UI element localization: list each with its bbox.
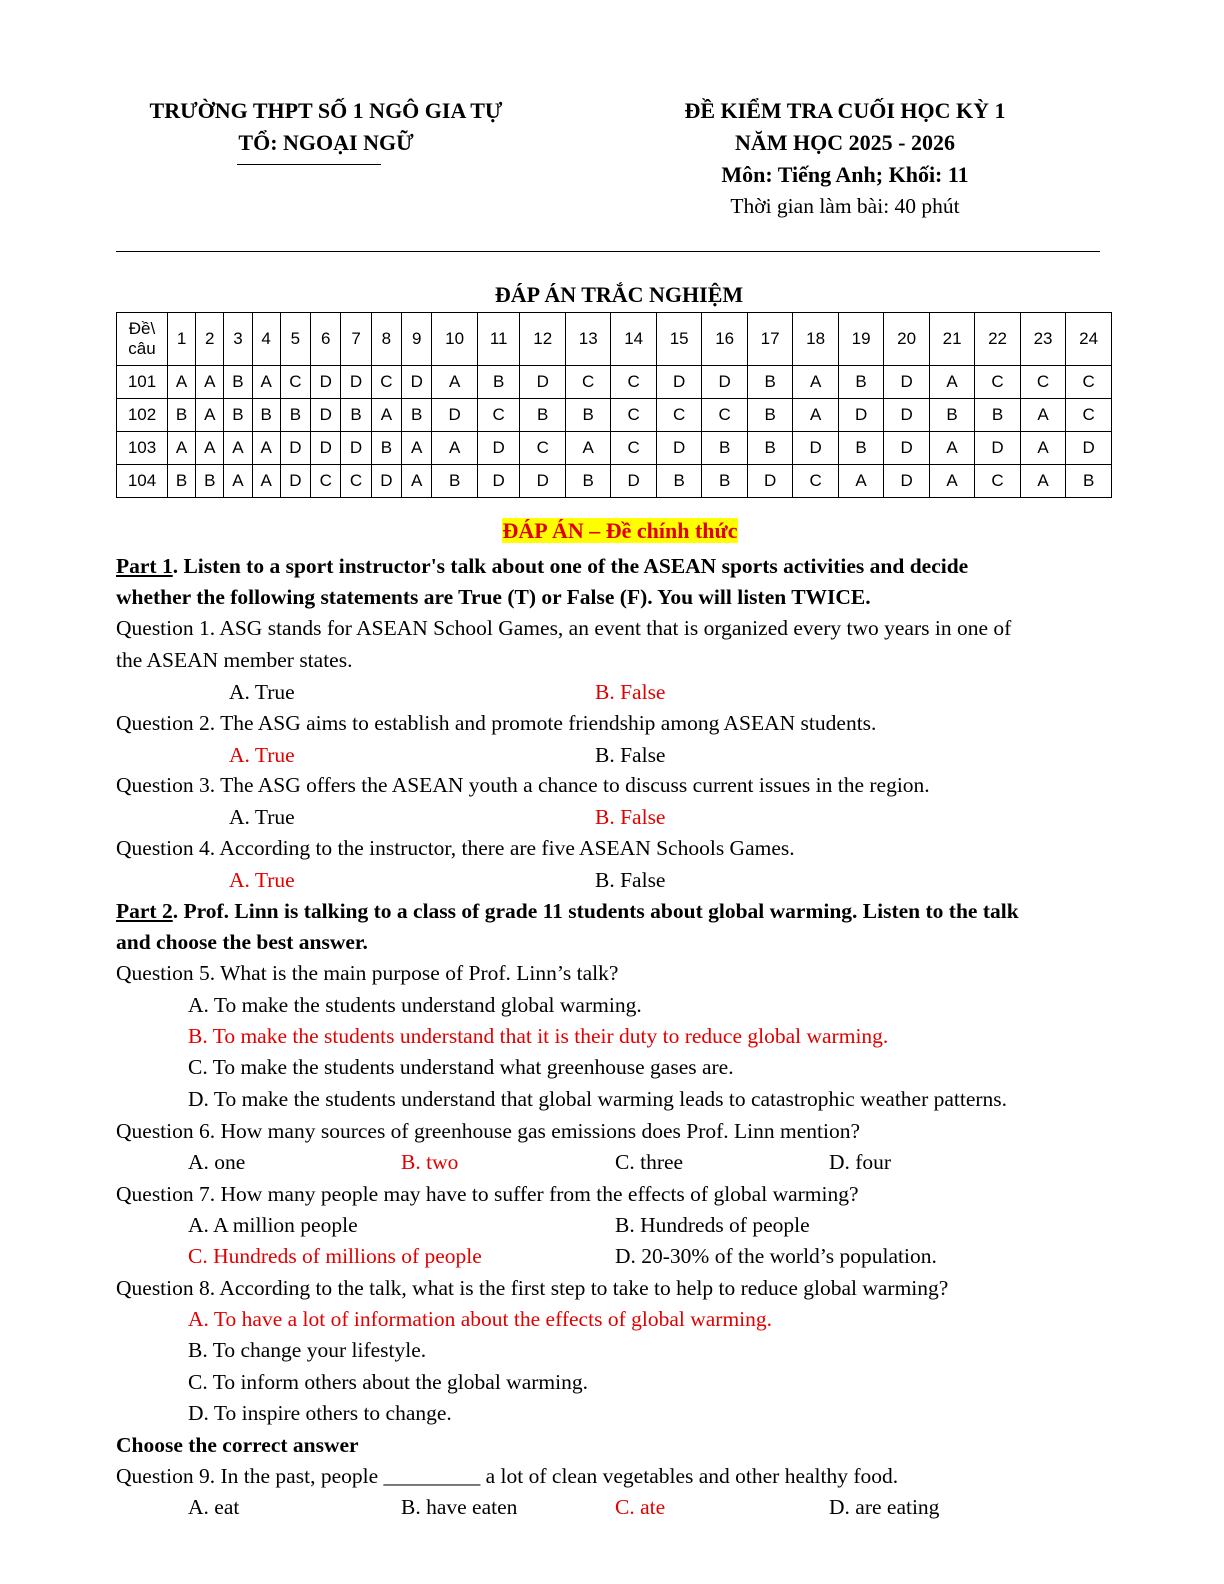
answer-cell: B (1066, 465, 1112, 498)
department-underline (237, 164, 381, 165)
answer-cell: D (280, 465, 310, 498)
answer-cell: C (311, 465, 341, 498)
answer-cell: D (520, 465, 565, 498)
answer-cell: D (747, 465, 792, 498)
school-name: TRƯỜNG THPT SỐ 1 NGÔ GIA TỰ (149, 98, 503, 123)
answer-cell: B (196, 465, 224, 498)
answer-key-row (117, 432, 1112, 465)
answer-cell: B (565, 399, 610, 432)
answer-cell: A (371, 399, 401, 432)
answer-cell: A (252, 465, 280, 498)
answer-cell: A (196, 432, 224, 465)
q3-option-b: B. False (595, 805, 666, 829)
answer-cell: A (196, 399, 224, 432)
answer-key-table (116, 312, 1112, 498)
answer-cell: C (793, 465, 838, 498)
answer-cell: D (656, 432, 701, 465)
question-number-header: 7 (341, 313, 371, 366)
answer-cell: B (280, 399, 310, 432)
q9-text-before: Question 9. In the past, people (116, 1464, 384, 1488)
answer-key-row (117, 465, 1112, 498)
answer-cell: C (520, 432, 565, 465)
answer-cell: D (838, 399, 883, 432)
answer-cell: C (280, 366, 310, 399)
choose-correct-heading: Choose the correct answer (116, 1433, 359, 1457)
q4-option-a: A. True (229, 868, 295, 892)
answer-cell: B (168, 465, 196, 498)
answer-cell: A (565, 432, 610, 465)
answer-cell: A (168, 366, 196, 399)
answer-cell: D (477, 432, 520, 465)
question-number-header: 21 (929, 313, 974, 366)
question-number-header: 12 (520, 313, 565, 366)
question-number-header: 10 (432, 313, 477, 366)
q6-option-a: A. one (188, 1150, 246, 1174)
exam-code-cell: 101 (117, 366, 168, 399)
q7-option-d: D. 20-30% of the world’s population. (615, 1244, 937, 1268)
q1-option-a: A. True (229, 680, 295, 704)
part2-intro-2: and choose the best answer. (116, 930, 368, 954)
exam-code-cell: 104 (117, 465, 168, 498)
answer-cell: B (371, 432, 401, 465)
answer-cell: D (884, 465, 929, 498)
q2-option-b: B. False (595, 743, 666, 767)
q5-option-d: D. To make the students understand that global warming leads to catastrophic weather patterns. (188, 1087, 1008, 1111)
part2-intro-text: . Prof. Linn is talking to a class of grade 11 students about global warming. Listen to the talk (172, 899, 1019, 923)
question-number-header: 13 (565, 313, 610, 366)
q6-option-d: D. four (829, 1150, 892, 1174)
question-number-header: 15 (656, 313, 701, 366)
answer-cell: B (252, 399, 280, 432)
question-number-header: 16 (702, 313, 747, 366)
answer-cell: D (341, 432, 371, 465)
question-number-header: 8 (371, 313, 401, 366)
answer-cell: A (793, 366, 838, 399)
question-1-cont: the ASEAN member states. (116, 648, 353, 672)
answer-cell: A (402, 432, 432, 465)
answer-cell: B (929, 399, 974, 432)
time-line: Thời gian làm bài: 40 phút (730, 194, 960, 218)
question-3: Question 3. The ASG offers the ASEAN youth a chance to discuss current issues in the region. (116, 773, 930, 797)
answer-cell: D (656, 366, 701, 399)
part2-intro (116, 896, 1019, 927)
answer-cell: C (341, 465, 371, 498)
exam-code-cell: 103 (117, 432, 168, 465)
q3-option-a: A. True (229, 805, 295, 829)
question-number-header: 19 (838, 313, 883, 366)
answer-cell: D (793, 432, 838, 465)
q6-option-c: C. three (615, 1150, 684, 1174)
answer-cell: B (168, 399, 196, 432)
official-answer-title (0, 518, 1224, 544)
answer-cell: B (224, 399, 252, 432)
question-number-header: 4 (252, 313, 280, 366)
answer-cell: B (702, 465, 747, 498)
question-number-header: 6 (311, 313, 341, 366)
answer-cell: C (702, 399, 747, 432)
answer-cell: A (432, 366, 477, 399)
subject-line: Môn: Tiếng Anh; Khối: 11 (721, 162, 969, 187)
answer-cell: D (884, 366, 929, 399)
answer-cell: A (793, 399, 838, 432)
question-number-header: 2 (196, 313, 224, 366)
part1-intro-text: . Listen to a sport instructor's talk about one of the ASEAN sports activities and decide (172, 554, 969, 578)
department-name: TỔ: NGOẠI NGỮ (238, 130, 414, 155)
answer-cell: B (747, 399, 792, 432)
answer-cell: C (611, 366, 656, 399)
answer-cell: A (224, 465, 252, 498)
answer-cell: D (477, 465, 520, 498)
question-number-header: 14 (611, 313, 656, 366)
answer-cell: A (1020, 399, 1065, 432)
answer-cell: A (252, 366, 280, 399)
answer-cell: D (341, 366, 371, 399)
question-number-header: 5 (280, 313, 310, 366)
answer-cell: C (477, 399, 520, 432)
answer-cell: C (611, 432, 656, 465)
question-5: Question 5. What is the main purpose of Prof. Linn’s talk? (116, 961, 619, 985)
answer-cell: A (929, 366, 974, 399)
answer-cell: B (747, 432, 792, 465)
answer-key-title: ĐÁP ÁN TRẮC NGHIỆM (494, 282, 744, 307)
answer-cell: D (884, 432, 929, 465)
answer-cell: D (311, 432, 341, 465)
q7-option-c: C. Hundreds of millions of people (188, 1244, 482, 1268)
corner-label-cau: câu (128, 339, 156, 358)
answer-key-row (117, 399, 1112, 432)
answer-cell: D (311, 399, 341, 432)
answer-cell: C (1066, 366, 1112, 399)
part1-label: Part 1 (116, 554, 173, 578)
answer-cell: A (1020, 465, 1065, 498)
answer-cell: A (168, 432, 196, 465)
q9-option-c: C. ate (615, 1495, 666, 1519)
answer-cell: B (656, 465, 701, 498)
answer-cell: C (975, 465, 1020, 498)
question-number-header: 3 (224, 313, 252, 366)
question-9 (116, 1461, 898, 1492)
part1-intro (116, 551, 968, 582)
answer-cell: B (341, 399, 371, 432)
answer-cell: B (520, 399, 565, 432)
question-number-header: 22 (975, 313, 1020, 366)
answer-cell: B (747, 366, 792, 399)
answer-cell: A (252, 432, 280, 465)
answer-cell: A (929, 432, 974, 465)
answer-cell: D (402, 366, 432, 399)
q5-option-a: A. To make the students understand global warming. (188, 993, 642, 1017)
answer-cell: B (402, 399, 432, 432)
exam-title: ĐỀ KIỂM TRA CUỐI HỌC KỲ 1 (684, 98, 1006, 123)
exam-code-cell: 102 (117, 399, 168, 432)
q7-option-a: A. A million people (188, 1213, 358, 1237)
answer-cell: A (1020, 432, 1065, 465)
answer-cell: A (402, 465, 432, 498)
answer-cell: C (656, 399, 701, 432)
question-number-header: 1 (168, 313, 196, 366)
question-8: Question 8. According to the talk, what is the first step to take to help to reduce global warming? (116, 1276, 949, 1300)
question-number-header: 11 (477, 313, 520, 366)
answer-cell: D (311, 366, 341, 399)
question-1: Question 1. ASG stands for ASEAN School Games, an event that is organized every two years in one of (116, 616, 1012, 640)
answer-cell: B (838, 432, 883, 465)
q9-text-after: a lot of clean vegetables and other healthy food. (480, 1464, 899, 1488)
part1-intro-2: whether the following statements are True (T) or False (F). You will listen TWICE. (116, 585, 871, 609)
answer-cell: C (371, 366, 401, 399)
answer-cell: B (975, 399, 1020, 432)
q9-option-d: D. are eating (829, 1495, 940, 1519)
q1-option-b: B. False (595, 680, 666, 704)
answer-cell: B (838, 366, 883, 399)
answer-cell: A (432, 432, 477, 465)
question-number-header: 24 (1066, 313, 1112, 366)
q6-option-b: B. two (401, 1150, 459, 1174)
q5-option-c: C. To make the students understand what greenhouse gases are. (188, 1055, 734, 1079)
q4-option-b: B. False (595, 868, 666, 892)
answer-cell: C (611, 399, 656, 432)
question-6: Question 6. How many sources of greenhouse gas emissions does Prof. Linn mention? (116, 1119, 861, 1143)
question-number-header: 18 (793, 313, 838, 366)
answer-cell: D (611, 465, 656, 498)
q9-blank: _________ (383, 1464, 481, 1488)
answer-cell: B (432, 465, 477, 498)
answer-cell: D (371, 465, 401, 498)
question-number-header: 17 (747, 313, 792, 366)
answer-cell: A (929, 465, 974, 498)
answer-key-header-row (117, 313, 1112, 366)
q8-option-d: D. To inspire others to change. (188, 1401, 452, 1425)
answer-cell: C (1066, 399, 1112, 432)
answer-cell: B (477, 366, 520, 399)
answer-cell: D (432, 399, 477, 432)
q8-option-a: A. To have a lot of information about the effects of global warming. (188, 1307, 773, 1331)
q9-option-a: A. eat (188, 1495, 240, 1519)
answer-cell: A (196, 366, 224, 399)
answer-cell: A (838, 465, 883, 498)
q7-option-b: B. Hundreds of people (615, 1213, 810, 1237)
answer-cell: C (565, 366, 610, 399)
answer-cell: D (280, 432, 310, 465)
answer-key-row (117, 366, 1112, 399)
corner-cell (117, 313, 168, 366)
q9-option-b: B. have eaten (401, 1495, 518, 1519)
question-number-header: 20 (884, 313, 929, 366)
answer-cell: B (702, 432, 747, 465)
question-7: Question 7. How many people may have to suffer from the effects of global warming? (116, 1182, 859, 1206)
question-2: Question 2. The ASG aims to establish and promote friendship among ASEAN students. (116, 711, 877, 735)
q2-option-a: A. True (229, 743, 295, 767)
part2-label: Part 2 (116, 899, 173, 923)
answer-cell: A (224, 432, 252, 465)
answer-cell: D (702, 366, 747, 399)
q5-option-b: B. To make the students understand that it is their duty to reduce global warming. (188, 1024, 889, 1048)
answer-cell: B (565, 465, 610, 498)
q8-option-c: C. To inform others about the global warming. (188, 1370, 588, 1394)
answer-cell: D (975, 432, 1020, 465)
corner-label-de: Đề\ (128, 319, 156, 338)
q8-option-b: B. To change your lifestyle. (188, 1338, 427, 1362)
question-number-header: 9 (402, 313, 432, 366)
question-4: Question 4. According to the instructor, there are five ASEAN Schools Games. (116, 836, 795, 860)
answer-cell: D (884, 399, 929, 432)
answer-key-body (117, 366, 1112, 498)
answer-cell: D (520, 366, 565, 399)
header-divider (116, 251, 1100, 252)
answer-cell: B (224, 366, 252, 399)
answer-cell: D (1066, 432, 1112, 465)
question-number-header: 23 (1020, 313, 1065, 366)
school-year: NĂM HỌC 2025 - 2026 (735, 130, 955, 155)
answer-cell: C (1020, 366, 1065, 399)
answer-cell: C (975, 366, 1020, 399)
official-answer-title-text: ĐÁP ÁN – Đề chính thức (502, 518, 738, 543)
